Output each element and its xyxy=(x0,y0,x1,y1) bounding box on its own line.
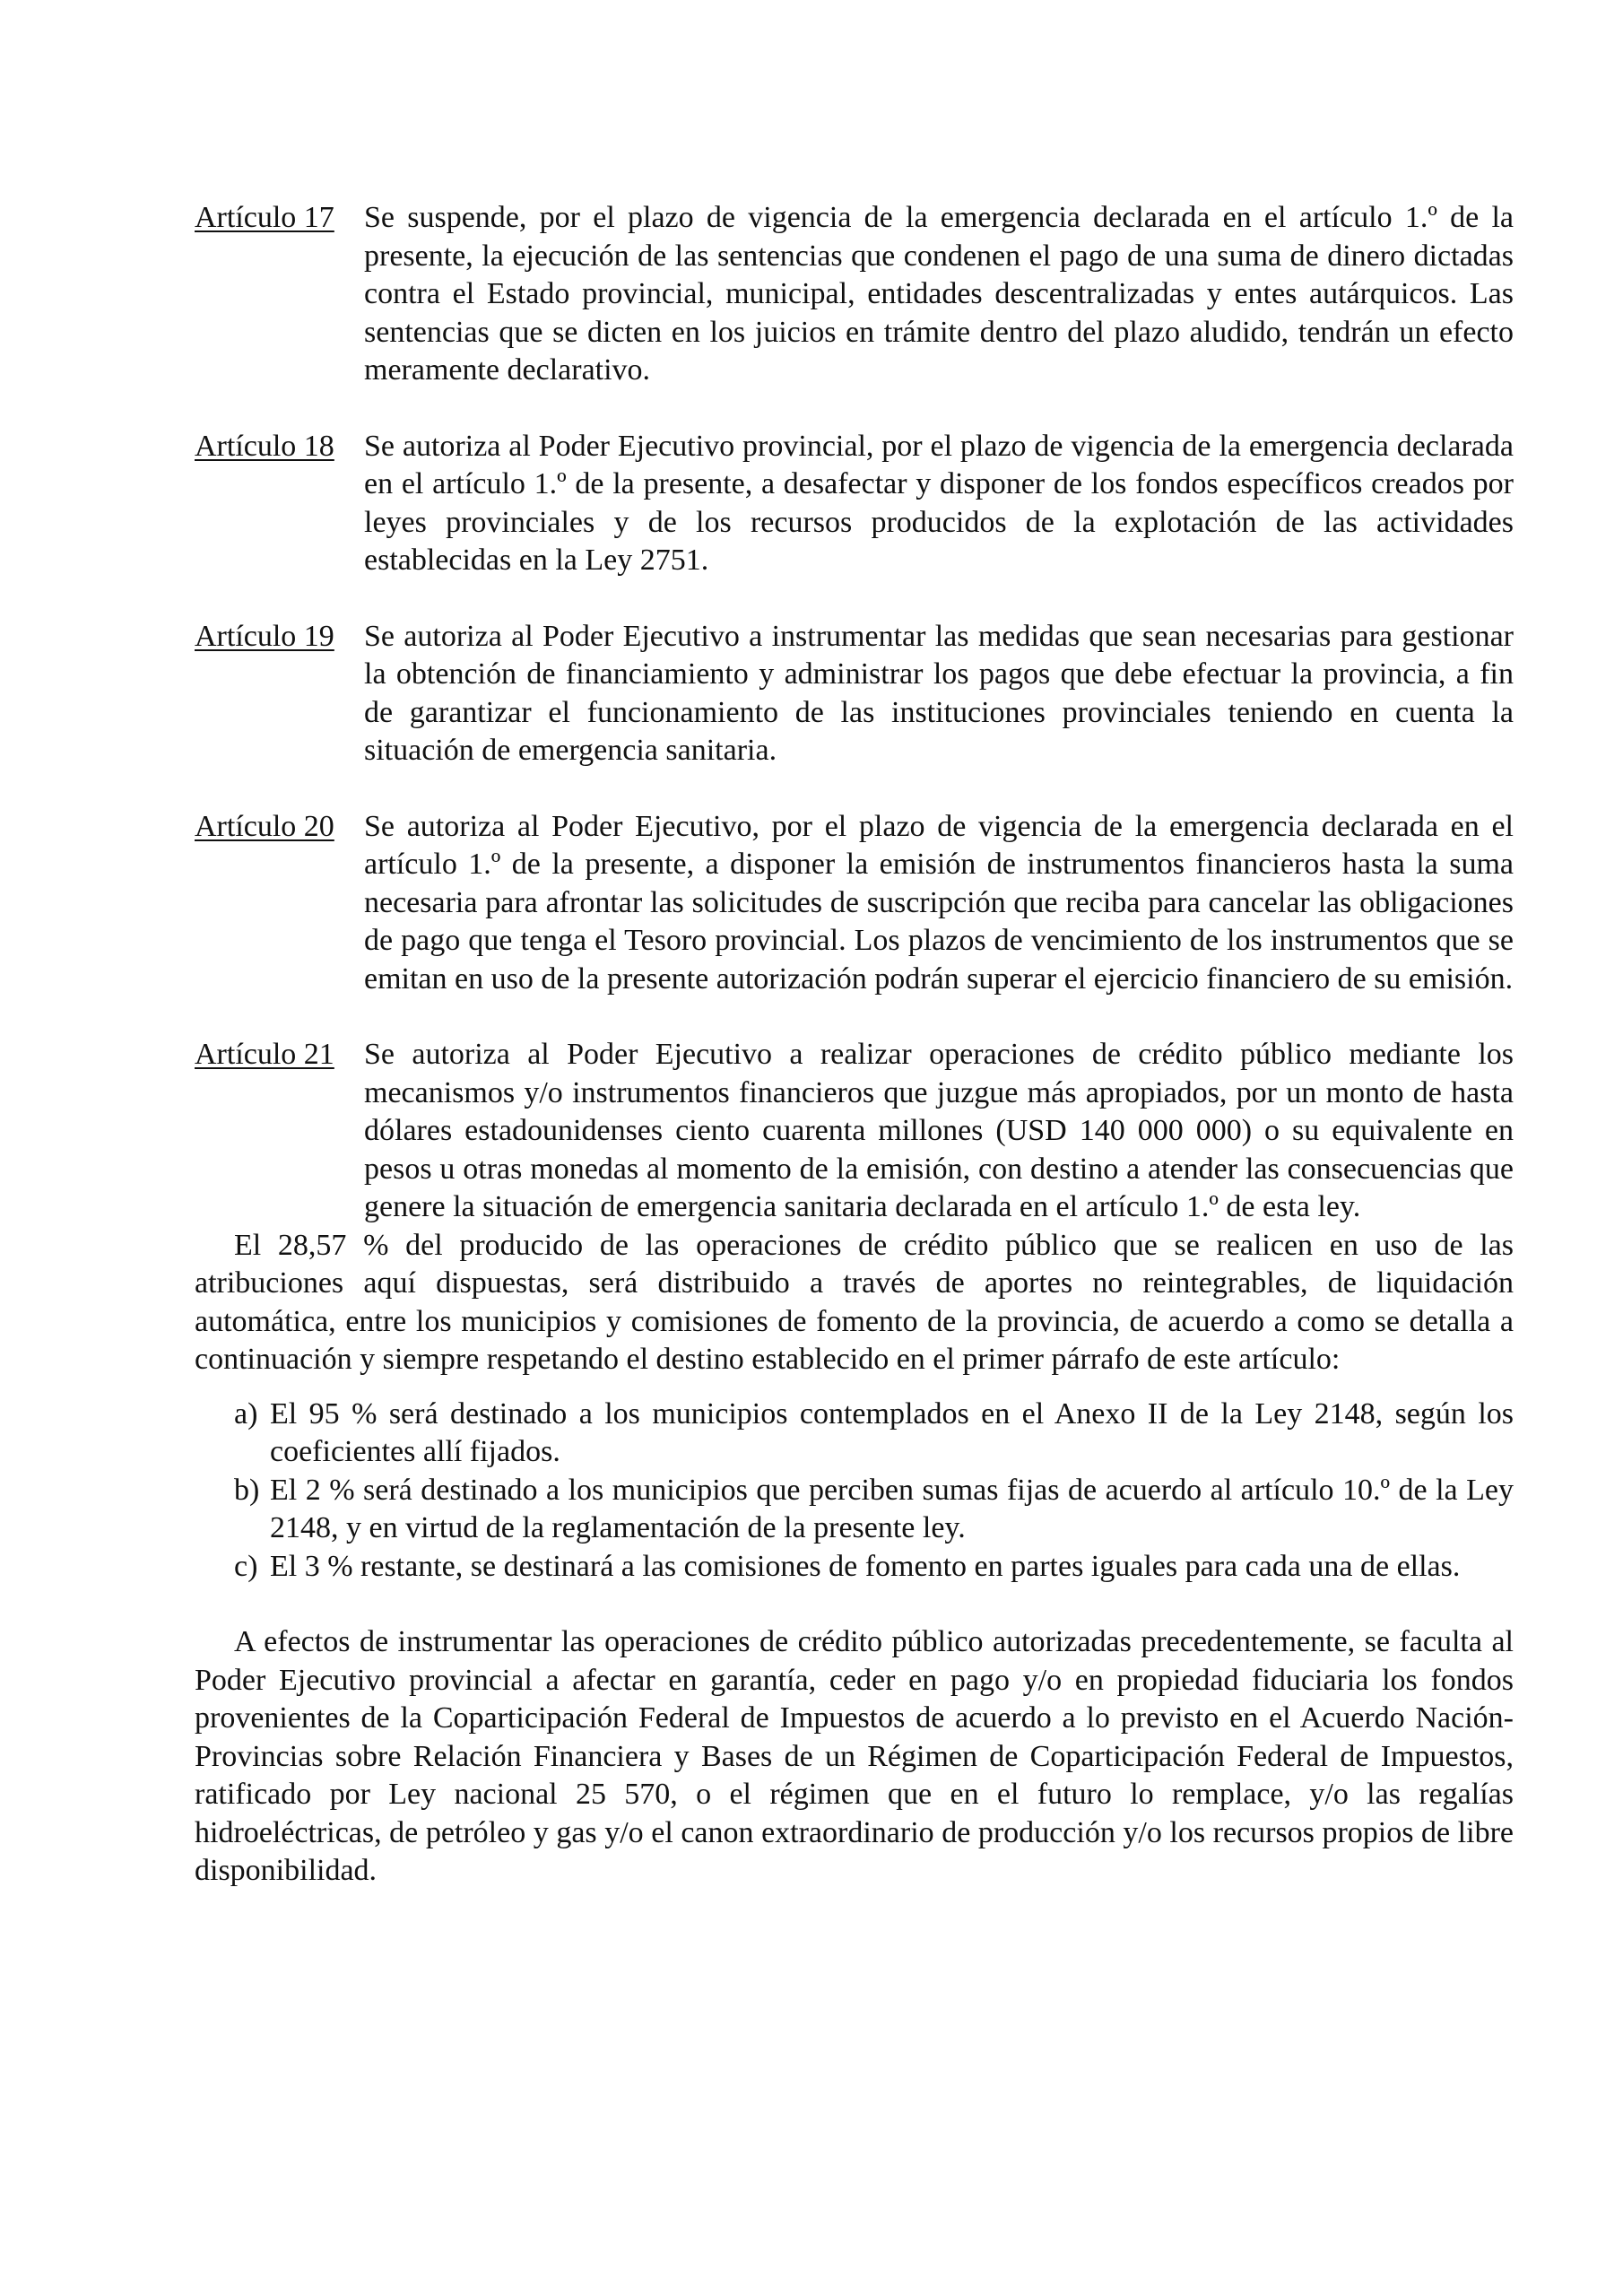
list-item-b xyxy=(234,1472,1514,1548)
article-17-label: Artículo 17 xyxy=(195,201,334,234)
article-18-label: Artículo 18 xyxy=(195,429,334,463)
article-19-label: Artículo 19 xyxy=(195,619,334,653)
list-item-a xyxy=(234,1396,1514,1472)
list-marker: a) xyxy=(234,1396,258,1431)
list-item-text: El 3 % restante, se destinará a las comisiones de fomento en partes iguales para cada una de ellas. xyxy=(270,1549,1461,1583)
article-19-text: Se autoriza al Poder Ejecutivo a instrumentar las medidas que sean necesarias para gestionar la obtención de financiamiento y administrar los pagos que debe efectuar la provincia, a fin de garantizar el funcionamiento de las instituciones provinciales teniendo en cuenta la situación de emergencia sanitaria. xyxy=(364,619,1514,767)
list-marker: c) xyxy=(234,1549,258,1583)
article-17 xyxy=(195,199,1514,390)
distribution-list xyxy=(195,1396,1514,1587)
article-19 xyxy=(195,618,1514,770)
article-21-paragraph-2: El 28,57 % del producido de las operaciones de crédito público que se realicen en uso de las atribuciones aquí dispuestas, será distribuido a través de aportes no reintegrables, de liquidación automática, entre los municipios y comisiones de fomento de la provincia, de acuerdo a como se detalla a continuación y siempre respetando el destino establecido en el primer párrafo de este artículo: xyxy=(195,1228,1514,1376)
list-marker: b) xyxy=(234,1473,260,1507)
article-20-text: Se autoriza al Poder Ejecutivo, por el plazo de vigencia de la emergencia declarada en el artículo 1.º de la presente, a disponer la emisión de instrumentos financieros hasta la suma necesaria para afrontar las solicitudes de suscripción que reciba para cancelar las obligaciones de pago que tenga el Tesoro provincial. Los plazos de vencimiento de los instrumentos que se emitan en uso de la presente autorización podrán superar el ejercicio financiero de su emisión. xyxy=(364,809,1514,996)
list-item-c xyxy=(234,1548,1514,1587)
article-21-label: Artículo 21 xyxy=(195,1038,334,1071)
document-body xyxy=(195,199,1514,1891)
article-20-label: Artículo 20 xyxy=(195,809,334,843)
list-item-text: El 2 % será destinado a los municipios que perciben sumas fijas de acuerdo al artículo 10.º de la Ley 2148, y en virtud de la reglamentación de la presente ley. xyxy=(270,1473,1514,1544)
article-21 xyxy=(195,1036,1514,1227)
article-20 xyxy=(195,808,1514,999)
article-17-text: Se suspende, por el plazo de vigencia de la emergencia declarada en el artículo 1.º de la presente, la ejecución de las sentencias que condenen el pago de una suma de dinero dictadas contra el Estado provincial, municipal, entidades descentralizadas y entes autárquicos. Las sentencias que se dicten en los juicios en trámite dentro del plazo aludido, tendrán un efecto meramente declarativo. xyxy=(364,201,1514,387)
list-item-text: El 95 % será destinado a los municipios contemplados en el Anexo II de la Ley 2148, según los coeficientes allí fijados. xyxy=(270,1396,1514,1468)
article-18-text: Se autoriza al Poder Ejecutivo provincial, por el plazo de vigencia de la emergencia declarada en el artículo 1.º de la presente, a desafectar y disponer de los fondos específicos creados por leyes provinciales y de los recursos producidos de la explotación de las actividades establecidas en la Ley 2751. xyxy=(364,429,1514,577)
article-21-text: Se autoriza al Poder Ejecutivo a realizar operaciones de crédito público mediante los mecanismos y/o instrumentos financieros que juzgue más apropiados, por un monto de hasta dólares estadounidenses ciento cuarenta millones (USD 140 000 000) o su equivalente en pesos u otras monedas al momento de la emisión, con destino a atender las consecuencias que genere la situación de emergencia sanitaria declarada en el artículo 1.º de esta ley. xyxy=(364,1038,1514,1223)
article-18 xyxy=(195,428,1514,580)
article-21-paragraph-3: A efectos de instrumentar las operaciones de crédito público autorizadas precedentemente, se faculta al Poder Ejecutivo provincial a afectar en garantía, ceder en pago y/o en propiedad fiduciaria los fondos provenientes de la Coparticipación Federal de Impuestos de acuerdo a lo previsto en el Acuerdo Nación-Provincias sobre Relación Financiera y Bases de un Régimen de Coparticipación Federal de Impuestos, ratificado por Ley nacional 25 570, o el régimen que en el futuro lo remplace, y/o las regalías hidroeléctricas, de petróleo y gas y/o el canon extraordinario de producción y/o los recursos propios de libre disponibilidad. xyxy=(195,1625,1514,1887)
